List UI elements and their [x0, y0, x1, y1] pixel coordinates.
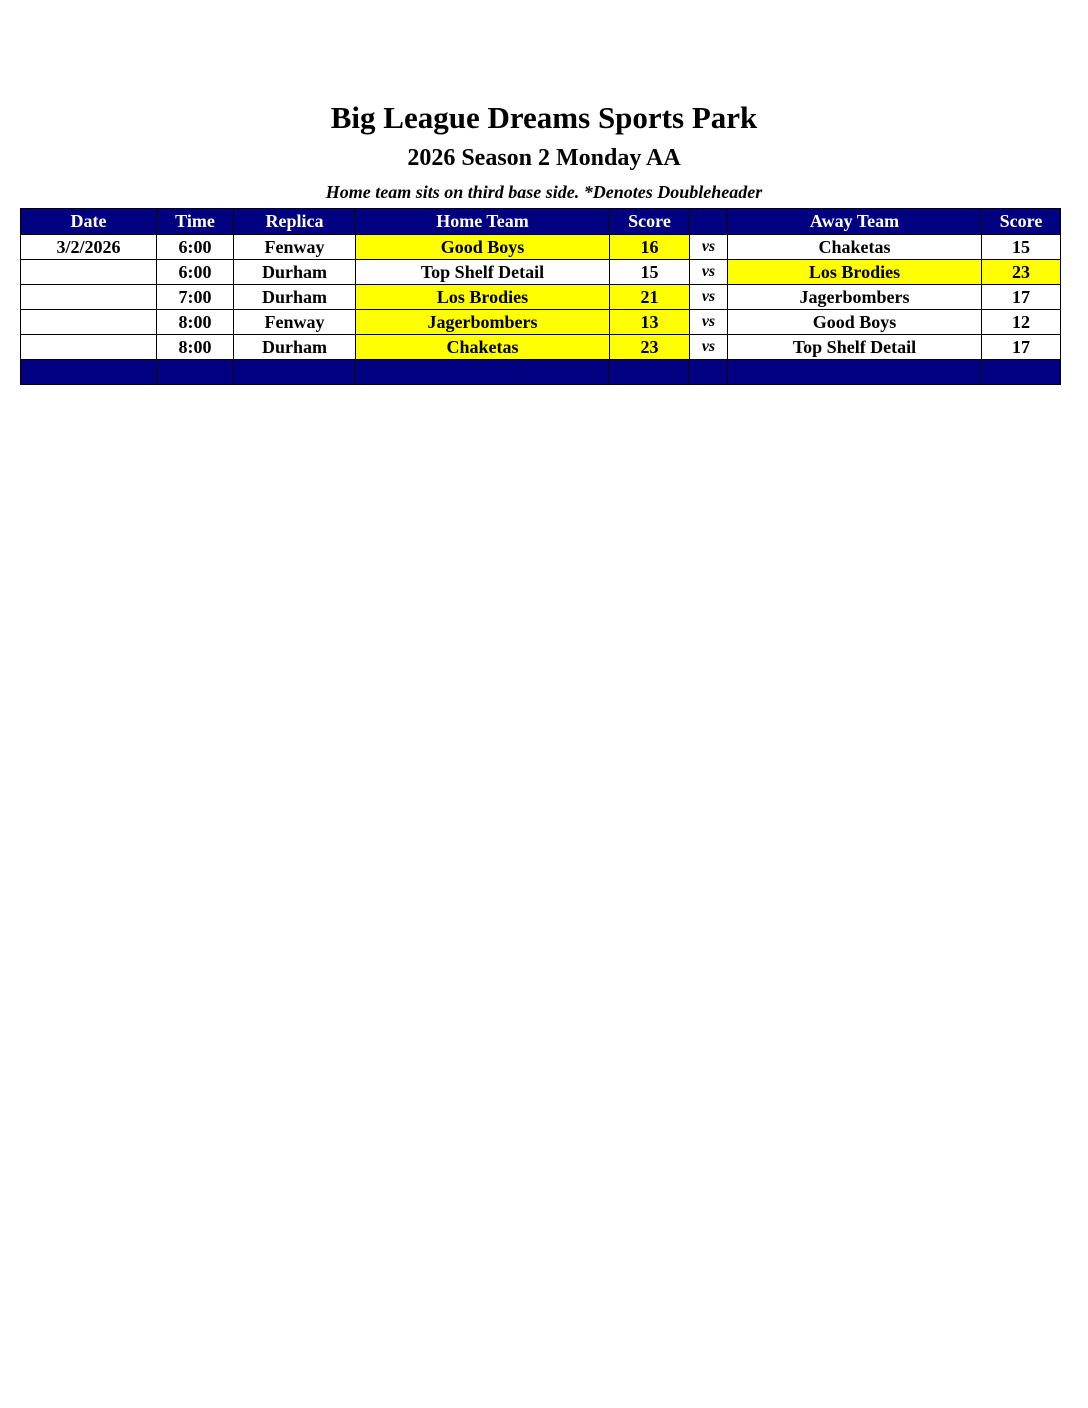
- vs-label: vs: [690, 335, 728, 360]
- page-subtitle: 2026 Season 2 Monday AA: [407, 145, 681, 171]
- vs-label: vs: [690, 310, 728, 335]
- table-row: [21, 335, 1061, 360]
- column-header-replica: Replica: [234, 209, 356, 235]
- footer-cell: [21, 360, 157, 385]
- footer-cell: [610, 360, 690, 385]
- home-team: Jagerbombers: [356, 310, 610, 335]
- away-team: Good Boys: [728, 310, 982, 335]
- table-footer-row: [21, 360, 1061, 385]
- page-title: Big League Dreams Sports Park: [330, 100, 758, 135]
- game-date: [21, 310, 157, 335]
- away-score: 17: [982, 335, 1061, 360]
- table-row: [21, 260, 1061, 285]
- away-team: Los Brodies: [728, 260, 982, 285]
- game-date: 3/2/2026: [21, 235, 157, 260]
- away-score: 17: [982, 285, 1061, 310]
- footer-cell: [356, 360, 610, 385]
- away-team: Top Shelf Detail: [728, 335, 982, 360]
- table-row: [21, 310, 1061, 335]
- away-team: Chaketas: [728, 235, 982, 260]
- vs-label: vs: [690, 260, 728, 285]
- home-team: Chaketas: [356, 335, 610, 360]
- footer-cell: [234, 360, 356, 385]
- footer-cell: [690, 360, 728, 385]
- table-row: [21, 285, 1061, 310]
- home-score: 15: [610, 260, 690, 285]
- footer-cell: [982, 360, 1061, 385]
- game-date: [21, 285, 157, 310]
- game-replica: Fenway: [234, 235, 356, 260]
- home-team: Los Brodies: [356, 285, 610, 310]
- away-score: 15: [982, 235, 1061, 260]
- column-header-vs: [690, 209, 728, 235]
- schedule-table: [20, 208, 1061, 385]
- table-header-row: [21, 209, 1061, 235]
- game-replica: Durham: [234, 335, 356, 360]
- column-header-away-team: Away Team: [728, 209, 982, 235]
- home-score: 21: [610, 285, 690, 310]
- game-replica: Fenway: [234, 310, 356, 335]
- game-time: 6:00: [157, 235, 234, 260]
- home-score: 23: [610, 335, 690, 360]
- home-score: 16: [610, 235, 690, 260]
- schedule-note: Home team sits on third base side. *Denotes Doubleheader: [325, 182, 763, 202]
- game-date: [21, 260, 157, 285]
- game-time: 7:00: [157, 285, 234, 310]
- column-header-away-score: Score: [982, 209, 1061, 235]
- away-score: 12: [982, 310, 1061, 335]
- away-score: 23: [982, 260, 1061, 285]
- game-time: 8:00: [157, 310, 234, 335]
- away-team: Jagerbombers: [728, 285, 982, 310]
- game-date: [21, 335, 157, 360]
- vs-label: vs: [690, 285, 728, 310]
- game-replica: Durham: [234, 285, 356, 310]
- home-team: Top Shelf Detail: [356, 260, 610, 285]
- game-time: 6:00: [157, 260, 234, 285]
- game-time: 8:00: [157, 335, 234, 360]
- vs-label: vs: [690, 235, 728, 260]
- game-replica: Durham: [234, 260, 356, 285]
- home-team: Good Boys: [356, 235, 610, 260]
- column-header-home-score: Score: [610, 209, 690, 235]
- footer-cell: [728, 360, 982, 385]
- home-score: 13: [610, 310, 690, 335]
- column-header-date: Date: [21, 209, 157, 235]
- column-header-home-team: Home Team: [356, 209, 610, 235]
- column-header-time: Time: [157, 209, 234, 235]
- footer-cell: [157, 360, 234, 385]
- table-row: [21, 235, 1061, 260]
